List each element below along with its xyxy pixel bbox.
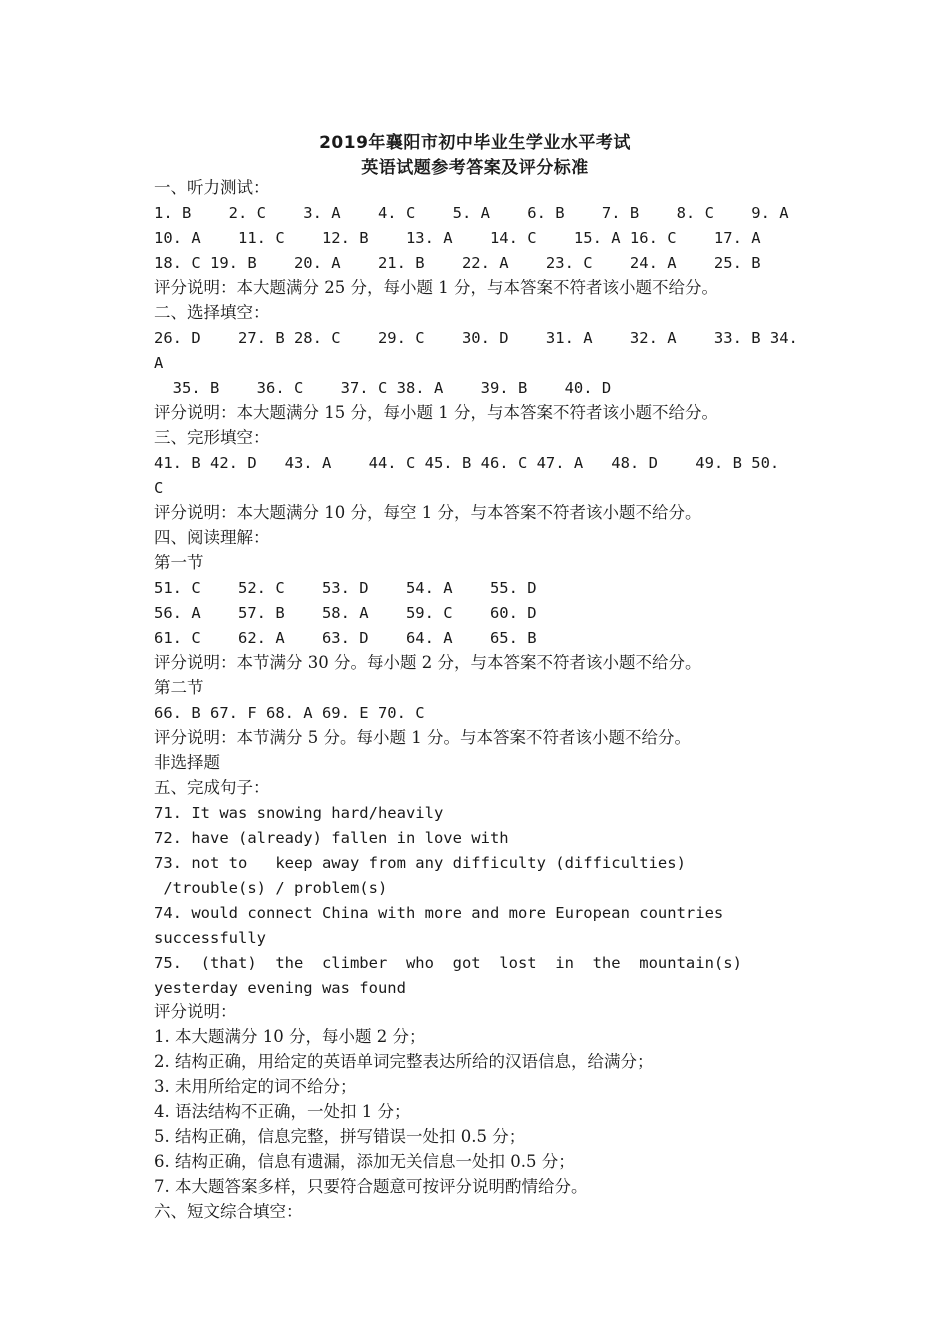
- section-heading-cloze: 三、完形填空：: [154, 428, 270, 447]
- scoring-rule: 3. 未用所给定的词不给分；: [154, 1077, 357, 1096]
- section-heading-reading: 四、阅读理解：: [154, 528, 270, 547]
- scoring-note: 评分说明：本大题满分 15 分，每小题 1 分，与本答案不符者该小题不给分。: [154, 403, 718, 422]
- answer-sentence: 71. It was snowing hard/heavily: [154, 804, 444, 822]
- scoring-rule: 5. 结构正确，信息完整，拼写错误一处扣 0.5 分；: [154, 1127, 526, 1146]
- answer-sentence: 75. (that) the climber who got lost in the mountain(s): [154, 954, 742, 972]
- section-heading-multiple-choice: 二、选择填空：: [154, 303, 270, 322]
- answer-row: 1. B 2. C 3. A 4. C 5. A 6. B 7. B 8. C 9. A: [154, 204, 789, 222]
- answer-row: 26. D 27. B 28. C 29. C 30. D 31. A 32. A 33. B 34.: [154, 329, 798, 347]
- section-heading-passage-fill: 六、短文综合填空：: [154, 1202, 303, 1221]
- answer-row: 35. B 36. C 37. C 38. A 39. B 40. D: [154, 379, 612, 397]
- part-heading-non-choice: 非选择题: [154, 753, 220, 772]
- section-heading-listening: 一、听力测试：: [154, 178, 270, 197]
- answer-row: 41. B 42. D 43. A 44. C 45. B 46. C 47. A 48. D 49. B 50.: [154, 454, 780, 472]
- answer-sentence: 72. have (already) fallen in love with: [154, 829, 509, 847]
- answer-row: 51. C 52. C 53. D 54. A 55. D: [154, 579, 537, 597]
- scoring-heading: 评分说明：: [154, 1002, 237, 1021]
- answer-row: 61. C 62. A 63. D 64. A 65. B: [154, 629, 537, 647]
- scoring-rule: 1. 本大题满分 10 分，每小题 2 分；: [154, 1027, 426, 1046]
- subsection-heading: 第二节: [154, 678, 204, 697]
- document-title: 2019年襄阳市初中毕业生学业水平考试: [319, 133, 631, 153]
- answer-row: 18. C 19. B 20. A 21. B 22. A 23. C 24. A 25. B: [154, 254, 761, 272]
- answer-row: 56. A 57. B 58. A 59. C 60. D: [154, 604, 537, 622]
- document-subtitle: 英语试题参考答案及评分标准: [361, 158, 589, 178]
- scoring-rule: 4. 语法结构不正确，一处扣 1 分；: [154, 1102, 411, 1121]
- scoring-note: 评分说明：本节满分 30 分。每小题 2 分，与本答案不符者该小题不给分。: [154, 653, 702, 672]
- scoring-note: 评分说明：本大题满分 10 分，每空 1 分，与本答案不符者该小题不给分。: [154, 503, 702, 522]
- subsection-heading: 第一节: [154, 553, 204, 572]
- answer-row: 66. B 67. F 68. A 69. E 70. C: [154, 704, 425, 722]
- scoring-rule: 7. 本大题答案多样，只要符合题意可按评分说明酌情给分。: [154, 1177, 588, 1196]
- answer-sentence: yesterday evening was found: [154, 979, 406, 997]
- answer-sentence: /trouble(s) / problem(s): [154, 879, 388, 897]
- answer-row: 10. A 11. C 12. B 13. A 14. C 15. A 16. C 17. A: [154, 229, 761, 247]
- scoring-note: 评分说明：本大题满分 25 分，每小题 1 分，与本答案不符者该小题不给分。: [154, 278, 718, 297]
- scoring-note: 评分说明：本节满分 5 分。每小题 1 分。与本答案不符者该小题不给分。: [154, 728, 691, 747]
- scoring-rule: 2. 结构正确，用给定的英语单词完整表达所给的汉语信息，给满分；: [154, 1052, 654, 1071]
- section-heading-sentences: 五、完成句子：: [154, 778, 270, 797]
- scoring-rule: 6. 结构正确，信息有遗漏，添加无关信息一处扣 0.5 分；: [154, 1152, 575, 1171]
- answer-row: A: [154, 354, 164, 372]
- answer-row: C: [154, 479, 164, 497]
- answer-sentence: 73. not to keep away from any difficulty (difficulties): [154, 854, 686, 872]
- answer-sentence: 74. would connect China with more and more European countries: [154, 904, 724, 922]
- answer-sentence: successfully: [154, 929, 266, 947]
